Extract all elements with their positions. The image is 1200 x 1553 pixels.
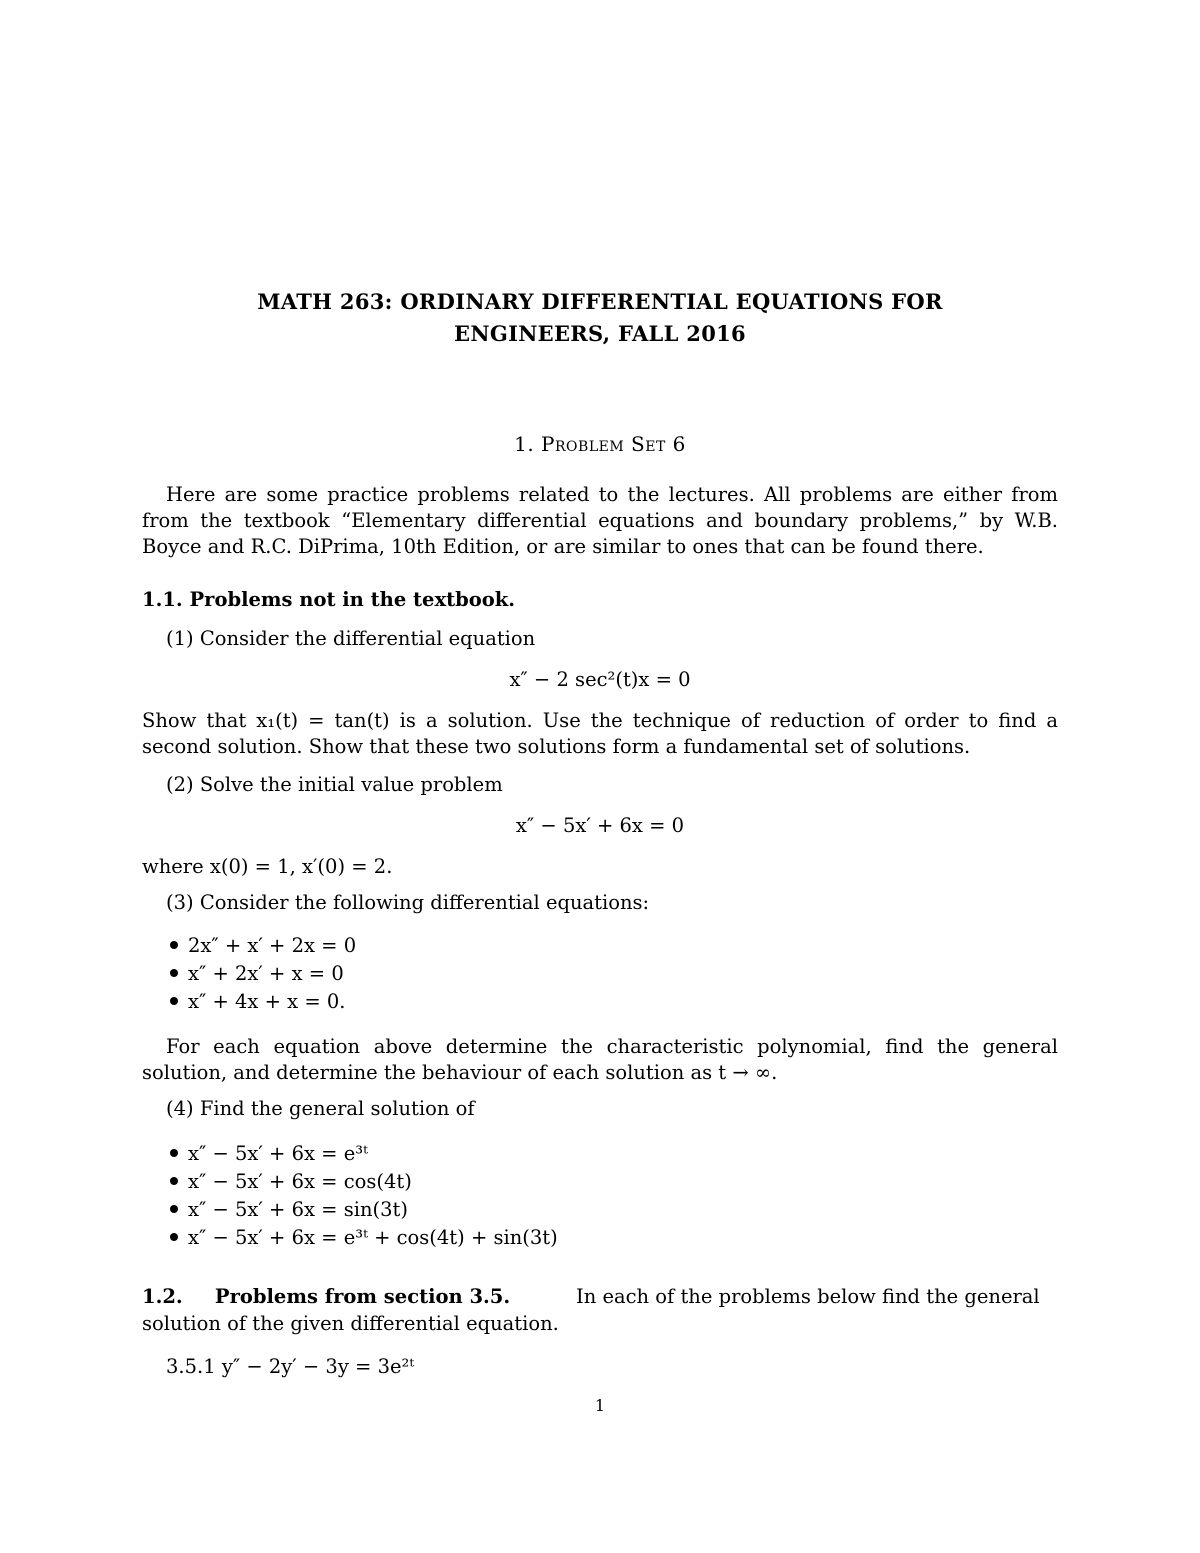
subsection-heading-1-2 <box>142 1284 510 1310</box>
document-title-line-2: ENGINEERS, FALL 2016 <box>454 321 746 346</box>
subsection-heading-1-1: 1.1. Problems not in the textbook. <box>142 588 516 611</box>
list-item: x″ + 4x + x = 0. <box>170 988 356 1016</box>
problem-3-label: (3) Consider the following differential equations: <box>166 891 650 914</box>
bullet-icon <box>170 969 178 977</box>
bullet-icon <box>170 1233 178 1241</box>
bullet-icon <box>170 1149 178 1157</box>
bullet-icon <box>170 1177 178 1185</box>
list-item: x″ − 5x′ + 6x = cos(4t) <box>170 1168 558 1196</box>
subsection-title: Problems from section 3.5. <box>214 1285 511 1308</box>
list-item: x″ − 5x′ + 6x = e³ᵗ <box>170 1140 558 1168</box>
problem-3-text: For each equation above determine the characteristic polynomial, find the general solution, and determine the behaviour of each solution as t → ∞. <box>142 1035 1058 1084</box>
subsection-2-text-second: solution of the given differential equation. <box>142 1312 559 1335</box>
problem-1-equation: x″ − 2 sec²(t)x = 0 <box>509 668 691 691</box>
bullet-icon <box>170 1205 178 1213</box>
list-item: x″ + 2x′ + x = 0 <box>170 960 356 988</box>
problem-4-list <box>170 1140 558 1252</box>
document-title-line-1: MATH 263: ORDINARY DIFFERENTIAL EQUATIONS FOR <box>257 289 943 314</box>
problem-2-label: (2) Solve the initial value problem <box>166 773 503 796</box>
bullet-icon <box>170 941 178 949</box>
problem-2-equation: x″ − 5x′ + 6x = 0 <box>515 814 685 837</box>
problem-1-label: (1) Consider the differential equation <box>166 627 536 650</box>
problem-3-5-1: 3.5.1 y″ − 2y′ − 3y = 3e²ᵗ <box>166 1355 415 1378</box>
page-number: 1 <box>594 1396 606 1415</box>
bullet-icon <box>170 997 178 1005</box>
problem-2-text: where x(0) = 1, x′(0) = 2. <box>142 855 393 878</box>
subsection-2-text-first: In each of the problems below find the general <box>576 1285 1040 1308</box>
problem-1-text: Show that x₁(t) = tan(t) is a solution. Use the technique of reduction of order to find a second solution. Show that these two solutions form a fundamental set of solutions. <box>142 709 1058 758</box>
list-item: x″ − 5x′ + 6x = sin(3t) <box>170 1196 558 1224</box>
problem-3-list <box>170 932 356 1016</box>
subsection-number: 1.2. <box>142 1285 183 1308</box>
intro-paragraph: Here are some practice problems related to the lectures. All problems are either from from the textbook “Elementary differential equations and boundary problems,” by W.B. Boyce and R.C. DiPrima, 10th Edition, or are similar to ones that can be found there. <box>142 483 1058 558</box>
problem-4-label: (4) Find the general solution of <box>166 1097 475 1120</box>
list-item: x″ − 5x′ + 6x = e³ᵗ + cos(4t) + sin(3t) <box>170 1224 558 1252</box>
list-item: 2x″ + x′ + 2x = 0 <box>170 932 356 960</box>
section-heading: 1. Problem Set 6 <box>514 432 686 456</box>
